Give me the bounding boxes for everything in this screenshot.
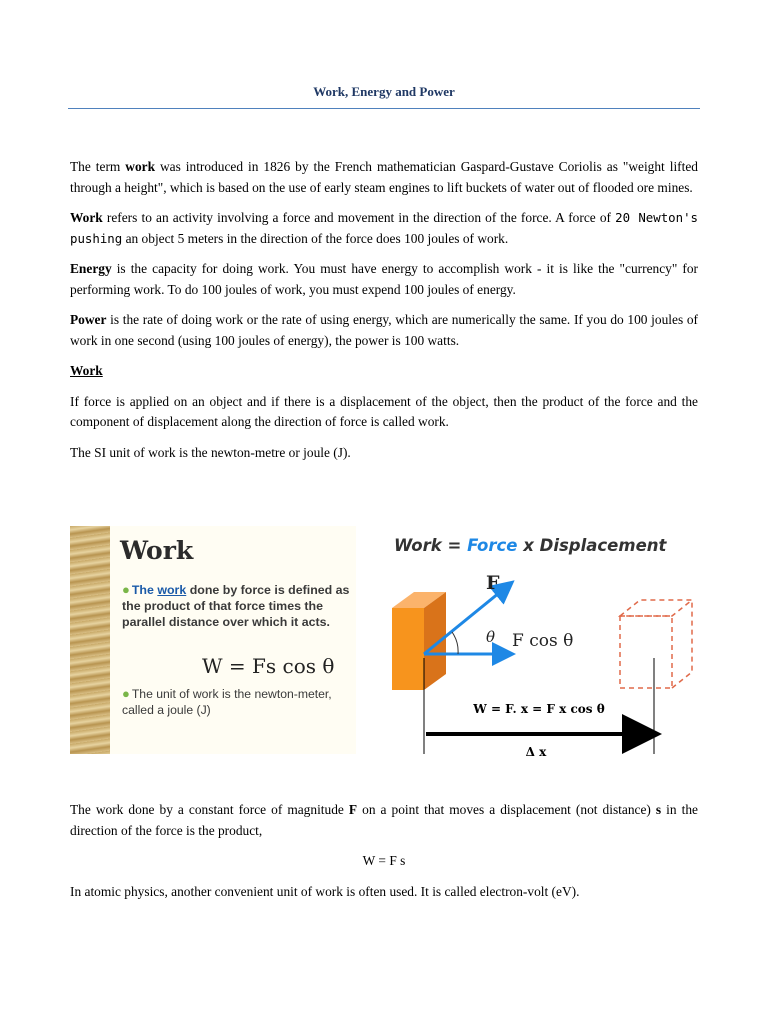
bullet-dot-icon: ●	[122, 582, 130, 597]
document-body	[70, 157, 698, 473]
bold-term: F	[348, 802, 358, 817]
text: The work done by a constant force of magnitude	[70, 802, 349, 817]
figure-title: Work	[120, 536, 194, 565]
section-heading-text: Work	[70, 363, 103, 378]
text: is the capacity for doing work. You must have energy to accomplish work - it is like the "currency" for performing work. To do 100 joules of work, you must expend 100 joules of energy.	[70, 261, 698, 297]
text: is the rate of doing work or the rate of using energy, which are numerically the same. If you do 100 joules of work in one second (using 100 joules of energy), the power is 100 watts.	[70, 312, 698, 348]
bold-term: Power	[70, 312, 107, 327]
bold-term: Work	[70, 210, 103, 225]
force-displacement-diagram	[382, 526, 702, 766]
diagram-svg	[382, 526, 702, 766]
text: Work =	[394, 536, 468, 555]
force-label: F	[486, 572, 500, 594]
figure-bullet-definition	[122, 582, 352, 630]
paragraph-work-explained: If force is applied on an object and if there is a displacement of the object, then the product of the force and the component of displacement along the direction of force is called work.	[70, 393, 698, 429]
rope-border-decoration	[70, 526, 110, 754]
bold-term: s	[655, 802, 662, 817]
paragraph-work-history	[70, 157, 698, 198]
figure-formula: W = Fs cos θ	[202, 654, 335, 678]
text: The unit of work is the newton-meter, called a joule (J)	[122, 687, 332, 717]
paragraph-power	[70, 310, 698, 351]
paragraph-si-unit: The SI unit of work is the newton-metre or joule (J).	[70, 444, 351, 460]
work-definition-figure	[70, 526, 356, 754]
document-body-continued	[70, 800, 698, 912]
paragraph-work-definition	[70, 208, 698, 249]
page-title: Work, Energy and Power	[313, 84, 455, 99]
figure-bullet-unit	[122, 686, 352, 718]
header-divider	[68, 108, 700, 109]
work-equation: W = F. x = F x cos θ	[473, 702, 605, 716]
angle-arc	[452, 632, 458, 654]
fcos-label: F cos θ	[512, 631, 574, 651]
formula-w-fs: W = F s	[362, 853, 406, 868]
text: x Displacement	[517, 536, 667, 555]
text: The	[131, 583, 158, 597]
paragraph-constant-force	[70, 800, 698, 841]
text: in the direction of the force is the product,	[70, 802, 698, 838]
paragraph-electron-volt: In atomic physics, another convenient unit of work is often used. It is called electron-volt (eV).	[70, 883, 580, 899]
text: on a point that moves a displacement (not distance)	[357, 802, 656, 817]
text: refers to an activity involving a force and movement in the direction of the force. A force of	[102, 210, 616, 225]
section-heading-work	[70, 361, 698, 382]
bullet-dot-icon: ●	[122, 686, 130, 701]
bold-term: Energy	[70, 261, 112, 276]
paragraph-energy	[70, 259, 698, 300]
delta-x-label: Δ x	[525, 745, 547, 759]
mono-text: 20 Newton's pushing	[70, 210, 698, 246]
text: an object 5 meters in the direction of the force does 100 joules of work.	[122, 230, 509, 246]
text: The term	[70, 159, 126, 174]
text: done by force is defined as the product of that force times the parallel distance over which it acts.	[122, 583, 350, 629]
text: work	[157, 583, 187, 597]
bold-term: work	[125, 159, 156, 174]
text: was introduced in 1826 by the French mathematician Gaspard-Gustave Coriolis as "weight lifted through a height", which is based on the use of early steam engines to lift buckets of water out of flooded ore mines.	[70, 159, 698, 195]
theta-label: θ	[486, 628, 496, 646]
text: Force	[467, 536, 518, 555]
dashed-cube	[620, 600, 692, 688]
